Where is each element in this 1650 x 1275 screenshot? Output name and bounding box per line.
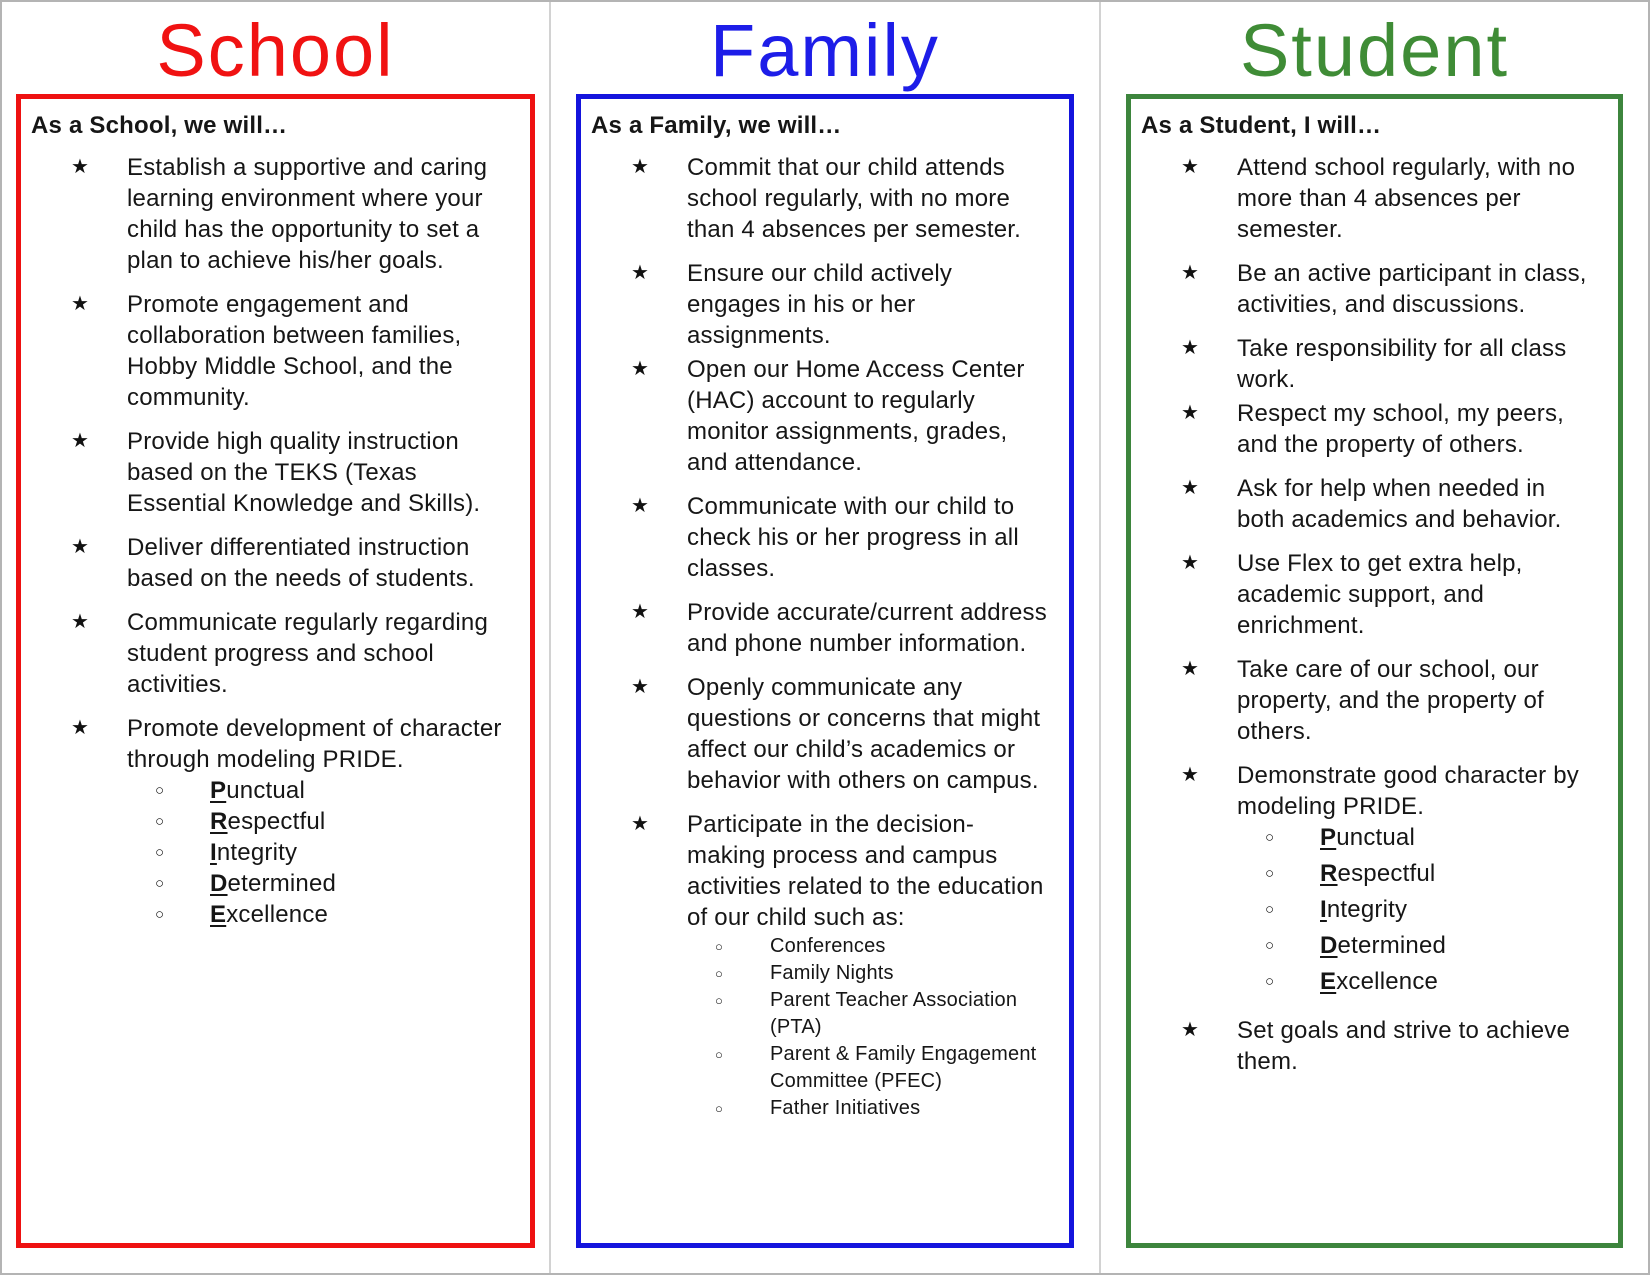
star-icon: ★ bbox=[71, 293, 89, 315]
item-text: Set goals and strive to achieve them. bbox=[1237, 1017, 1571, 1075]
star-icon: ★ bbox=[71, 717, 89, 739]
item-text: Provide high quality instruction based on the TEKS (Texas Essential Knowledge and Skills). bbox=[127, 428, 481, 517]
pride-initial: D bbox=[1320, 932, 1338, 959]
list-item bbox=[1131, 258, 1618, 320]
column-title: Family bbox=[710, 9, 940, 92]
list-item bbox=[581, 152, 1069, 245]
sub-list-item bbox=[687, 960, 1047, 987]
column-list bbox=[21, 152, 530, 930]
circle-icon: ○ bbox=[155, 782, 165, 799]
pride-initial: E bbox=[210, 901, 227, 928]
column-panel bbox=[16, 94, 535, 1248]
star-icon: ★ bbox=[631, 262, 649, 284]
sub-list-item bbox=[687, 933, 1047, 960]
subitem-text bbox=[1320, 858, 1596, 889]
star-icon: ★ bbox=[631, 358, 649, 380]
star-icon: ★ bbox=[631, 601, 649, 623]
pride-rest: etermined bbox=[227, 870, 337, 897]
circle-icon: ○ bbox=[715, 939, 723, 954]
pride-rest: espectful bbox=[227, 808, 326, 835]
subitem-text: Parent Teacher Association (PTA) bbox=[770, 989, 1018, 1038]
item-text: Promote engagement and collaboration between families, Hobby Middle School, and the community. bbox=[127, 291, 462, 411]
item-body bbox=[687, 597, 1069, 659]
item-text: Take care of our school, our property, and the property of others. bbox=[1237, 656, 1544, 745]
sub-list-item bbox=[127, 837, 508, 868]
star-icon: ★ bbox=[71, 536, 89, 558]
item-text: Openly communicate any questions or concerns that might affect our child’s academics or behavior with others on campus. bbox=[687, 674, 1041, 794]
pride-initial: I bbox=[1320, 896, 1327, 923]
item-body bbox=[1237, 398, 1618, 460]
circle-icon: ○ bbox=[715, 993, 723, 1008]
item-body bbox=[127, 289, 530, 413]
sub-list-item bbox=[1237, 930, 1596, 961]
pride-initial: E bbox=[1320, 968, 1337, 995]
star-icon: ★ bbox=[631, 813, 649, 835]
item-body bbox=[687, 354, 1069, 478]
subitem-text: Conferences bbox=[770, 935, 886, 957]
item-text: Establish a supportive and caring learning environment where your child has the opportunity to set a plan to achieve his/her goals. bbox=[127, 154, 488, 274]
sub-list-item bbox=[127, 899, 508, 930]
column-title: School bbox=[156, 9, 395, 92]
star-icon: ★ bbox=[1181, 1019, 1199, 1041]
item-text: Communicate regularly regarding student progress and school activities. bbox=[127, 609, 489, 698]
item-body bbox=[127, 152, 530, 276]
item-text: Attend school regularly, with no more than 4 absences per semester. bbox=[1237, 154, 1576, 243]
item-text: Deliver differentiated instruction based on the needs of students. bbox=[127, 534, 475, 592]
list-item bbox=[1131, 654, 1618, 747]
item-body bbox=[127, 713, 530, 930]
pride-rest: unctual bbox=[1336, 824, 1416, 851]
circle-icon: ○ bbox=[1265, 829, 1275, 846]
item-body bbox=[687, 152, 1069, 245]
circle-icon: ○ bbox=[1265, 937, 1275, 954]
list-item bbox=[21, 426, 530, 519]
item-body bbox=[1237, 760, 1618, 1002]
sub-list-item bbox=[1237, 894, 1596, 925]
item-text: Provide accurate/current address and phone number information. bbox=[687, 599, 1047, 657]
column-panel bbox=[1126, 94, 1623, 1248]
star-icon: ★ bbox=[1181, 764, 1199, 786]
column-list bbox=[1131, 152, 1618, 1077]
list-item bbox=[581, 258, 1069, 351]
pride-initial: I bbox=[210, 839, 217, 866]
star-icon: ★ bbox=[1181, 402, 1199, 424]
subitem-text bbox=[1320, 894, 1596, 925]
circle-icon: ○ bbox=[715, 1101, 723, 1116]
list-item bbox=[581, 809, 1069, 1122]
circle-icon: ○ bbox=[1265, 865, 1275, 882]
pride-rest: xcellence bbox=[1336, 968, 1439, 995]
item-text: Participate in the decision-making process and campus activities related to the education of our child such as: bbox=[687, 811, 1044, 931]
column-heading: As a Student, I will… bbox=[1141, 112, 1382, 139]
list-item bbox=[581, 672, 1069, 796]
sub-list-item bbox=[1237, 858, 1596, 889]
item-text: Ask for help when needed in both academics and behavior. bbox=[1237, 475, 1562, 533]
item-text: Communicate with our child to check his or her progress in all classes. bbox=[687, 493, 1019, 582]
item-body bbox=[687, 672, 1069, 796]
list-item bbox=[581, 354, 1069, 478]
pride-rest: ntegrity bbox=[216, 839, 298, 866]
star-icon: ★ bbox=[1181, 262, 1199, 284]
column-list bbox=[581, 152, 1069, 1122]
column-title: Student bbox=[1239, 9, 1510, 92]
subitem-text: Father Initiatives bbox=[770, 1097, 921, 1119]
list-item bbox=[581, 491, 1069, 584]
subitem-text: Parent & Family Engagement Committee (PFEC) bbox=[770, 1043, 1037, 1092]
circle-icon: ○ bbox=[715, 966, 723, 981]
pride-rest: espectful bbox=[1337, 860, 1436, 887]
list-item bbox=[21, 289, 530, 413]
column-panel bbox=[576, 94, 1074, 1248]
item-body bbox=[687, 809, 1069, 1122]
item-body bbox=[1237, 152, 1618, 245]
subitem-text bbox=[210, 899, 508, 930]
subitem-text bbox=[1320, 822, 1596, 853]
pride-rest: xcellence bbox=[226, 901, 329, 928]
pride-initial: P bbox=[210, 777, 227, 804]
item-body bbox=[1237, 258, 1618, 320]
pride-initial: D bbox=[210, 870, 228, 897]
sub-list bbox=[687, 933, 1047, 1122]
sub-list-item bbox=[127, 868, 508, 899]
star-icon: ★ bbox=[1181, 552, 1199, 574]
list-item bbox=[1131, 760, 1618, 1002]
circle-icon: ○ bbox=[155, 844, 165, 861]
item-text: Demonstrate good character by modeling PRIDE. bbox=[1237, 762, 1579, 820]
subitem-text bbox=[210, 868, 508, 899]
subitem-text: Family Nights bbox=[770, 962, 894, 984]
item-body bbox=[1237, 1015, 1618, 1077]
pride-initial: P bbox=[1320, 824, 1337, 851]
item-text: Use Flex to get extra help, academic support, and enrichment. bbox=[1237, 550, 1523, 639]
pride-list bbox=[127, 775, 508, 930]
subitem-text bbox=[1320, 930, 1596, 961]
star-icon: ★ bbox=[71, 611, 89, 633]
star-icon: ★ bbox=[1181, 156, 1199, 178]
list-item bbox=[21, 152, 530, 276]
sub-list-item bbox=[687, 1041, 1047, 1095]
star-icon: ★ bbox=[1181, 477, 1199, 499]
item-text: Respect my school, my peers, and the property of others. bbox=[1237, 400, 1565, 458]
item-body bbox=[1237, 473, 1618, 535]
star-icon: ★ bbox=[631, 156, 649, 178]
sub-list-item bbox=[127, 775, 508, 806]
sub-list-item bbox=[687, 1095, 1047, 1122]
item-text: Be an active participant in class, activities, and discussions. bbox=[1237, 260, 1587, 318]
column-student bbox=[1101, 2, 1648, 1273]
star-icon: ★ bbox=[71, 430, 89, 452]
pride-initial: R bbox=[1320, 860, 1338, 887]
pride-rest: ntegrity bbox=[1326, 896, 1408, 923]
pride-initial: R bbox=[210, 808, 228, 835]
circle-icon: ○ bbox=[155, 813, 165, 830]
column-heading: As a School, we will… bbox=[31, 112, 288, 139]
circle-icon: ○ bbox=[1265, 901, 1275, 918]
pride-rest: unctual bbox=[226, 777, 306, 804]
column-school bbox=[2, 2, 551, 1273]
list-item bbox=[1131, 473, 1618, 535]
sub-list-item bbox=[127, 806, 508, 837]
list-item bbox=[21, 607, 530, 700]
sub-list-item bbox=[1237, 822, 1596, 853]
star-icon: ★ bbox=[631, 495, 649, 517]
pride-list bbox=[1237, 822, 1596, 997]
subitem-text bbox=[1320, 966, 1596, 997]
sub-list-item bbox=[687, 987, 1047, 1041]
star-icon: ★ bbox=[1181, 658, 1199, 680]
item-text: Promote development of character through modeling PRIDE. bbox=[127, 715, 502, 773]
item-text: Ensure our child actively engages in his or her assignments. bbox=[687, 260, 953, 349]
item-body bbox=[127, 426, 530, 519]
list-item bbox=[21, 713, 530, 930]
column-heading: As a Family, we will… bbox=[591, 112, 842, 139]
item-text: Commit that our child attends school regularly, with no more than 4 absences per semester. bbox=[687, 154, 1021, 243]
list-item bbox=[1131, 333, 1618, 395]
item-text: Open our Home Access Center (HAC) account to regularly monitor assignments, grades, and attendance. bbox=[687, 356, 1025, 476]
list-item bbox=[1131, 1015, 1618, 1077]
star-icon: ★ bbox=[71, 156, 89, 178]
item-body bbox=[127, 532, 530, 594]
star-icon: ★ bbox=[1181, 337, 1199, 359]
star-icon: ★ bbox=[631, 676, 649, 698]
list-item bbox=[1131, 398, 1618, 460]
circle-icon: ○ bbox=[715, 1047, 723, 1062]
item-body bbox=[1237, 654, 1618, 747]
column-family bbox=[551, 2, 1101, 1273]
sub-list-item bbox=[1237, 966, 1596, 997]
list-item bbox=[1131, 548, 1618, 641]
pride-rest: etermined bbox=[1337, 932, 1447, 959]
circle-icon: ○ bbox=[155, 875, 165, 892]
item-body bbox=[687, 491, 1069, 584]
subitem-text bbox=[210, 775, 508, 806]
item-body bbox=[1237, 333, 1618, 395]
list-item bbox=[581, 597, 1069, 659]
item-body bbox=[687, 258, 1069, 351]
item-body bbox=[127, 607, 530, 700]
list-item bbox=[21, 532, 530, 594]
circle-icon: ○ bbox=[1265, 973, 1275, 990]
item-text: Take responsibility for all class work. bbox=[1237, 335, 1567, 393]
subitem-text bbox=[210, 837, 508, 868]
circle-icon: ○ bbox=[155, 906, 165, 923]
list-item bbox=[1131, 152, 1618, 245]
subitem-text bbox=[210, 806, 508, 837]
item-body bbox=[1237, 548, 1618, 641]
